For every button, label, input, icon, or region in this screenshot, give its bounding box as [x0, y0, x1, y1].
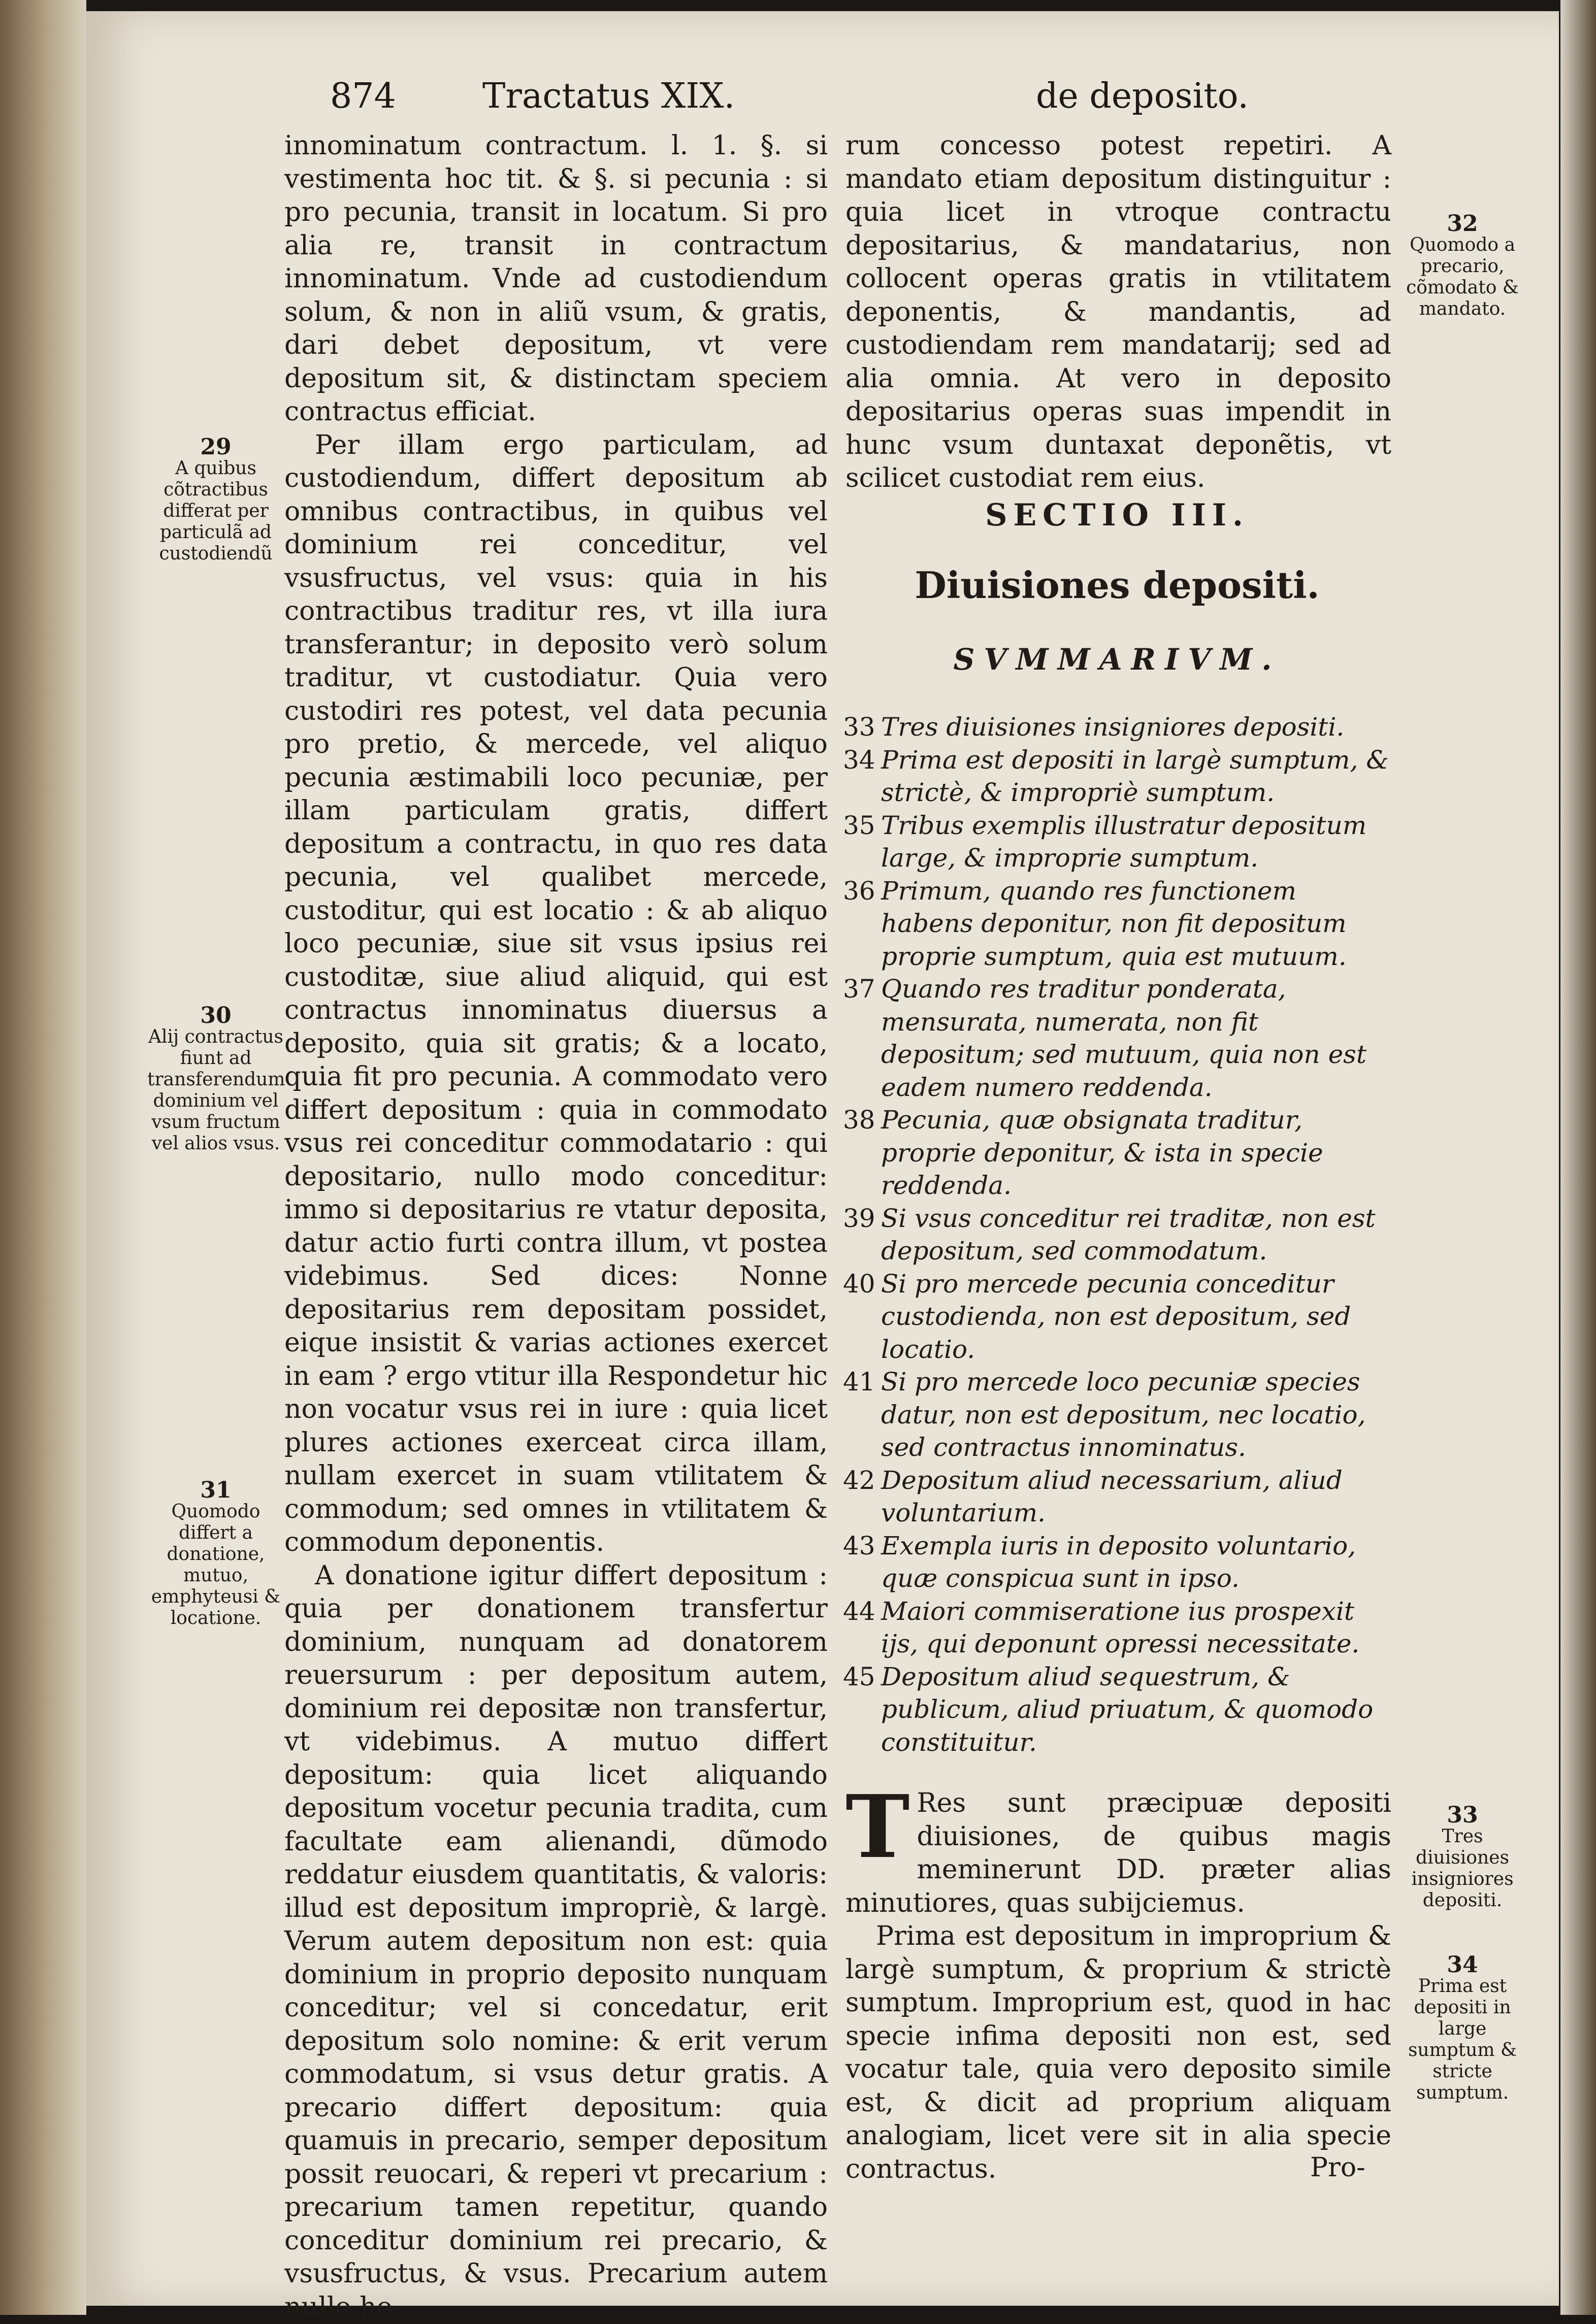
- margin-note: [147, 1480, 284, 1629]
- margin-note-number: 29: [147, 437, 284, 458]
- paragraph: Res sunt præcipuæ depositi diuisiones, de quibus magis meminerunt DD. præter alias minutiores, quas subijciemus.: [845, 1787, 1391, 1920]
- margin-note: [147, 1005, 284, 1154]
- margin-note: [1402, 1805, 1523, 1911]
- summary-item: [843, 711, 1391, 744]
- margin-note-text: Quomodo a precario, cõmodato & mandato.: [1406, 235, 1519, 319]
- body-text: [845, 1787, 1391, 2186]
- summary-number: 34: [843, 744, 881, 809]
- book-gutter: [0, 0, 86, 2315]
- summary-text: Tres diuisiones insigniores depositi.: [881, 711, 1344, 744]
- left-column: [284, 129, 828, 2324]
- margin-note-text: A quibus cõtractibus differat per particulã ad custodiendũ: [159, 458, 272, 564]
- page-edge: [1560, 0, 1596, 2315]
- summary-item: [843, 973, 1391, 1104]
- margin-note-number: 31: [147, 1480, 284, 1501]
- summary-number: 38: [843, 1104, 881, 1202]
- margin-note-number: 33: [1402, 1805, 1523, 1826]
- summary-number: 45: [843, 1661, 881, 1759]
- margin-note-number: 32: [1402, 213, 1523, 235]
- summary-text: Exempla iuris in deposito voluntario, quæ conspicua sunt in ipso.: [881, 1530, 1391, 1595]
- summary-text: Si pro mercede pecunia conceditur custodienda, non est depositum, sed locatio.: [881, 1268, 1391, 1366]
- summary-text: Depositum aliud necessarium, aliud voluntarium.: [881, 1464, 1391, 1530]
- right-column-top: rum concesso potest repetiri. A mandato etiam depositum distinguitur : quia licet in vtroque contractu depositarius, & mandatarius, non collocent operas gratis in vtilitatem deponentis, & mandantis, ad custodiendam rem mandatarij; sed ad alia omnia. At vero in deposito depositarius operas suas impendit in hunc vsum duntaxat deponẽtis, vt scilicet custodiat rem eius.: [845, 129, 1391, 495]
- summary-text: Si vsus conceditur rei traditæ, non est depositum, sed commodatum.: [881, 1202, 1391, 1268]
- summary-number: 37: [843, 973, 881, 1104]
- summary-item: [843, 1464, 1391, 1530]
- section-heading: SECTIO III.: [843, 497, 1391, 533]
- summary-item: [843, 809, 1391, 875]
- summary-number: 35: [843, 809, 881, 875]
- running-head-right: de deposito.: [1036, 76, 1249, 116]
- paragraph: A donatione igitur differt depositum : quia per donationem transfertur dominium, nunquam ad donatorem reuersurum : per depositum autem, dominium rei depositæ non transfertur, vt videbimus. A mutuo differt depositum: quia licet aliquando depositum vocetur pecunia tradita, cum facultate eam alienandi, dũmodo reddatur eiusdem quantitatis, & valoris: illud est depositum impropriè, & largè. Verum autem depositum non est: quia dominium in proprio deposito nunquam conceditur; vel si concedatur, erit depositum solo nomine: & erit verum commodatum, si vsus detur gratis. A precario differt depositum: quia quamuis in precario, semper depositum possit reuocari, & reperi vt precarium : precarium tamen repetitur, quando conceditur dominium rei precario, & vsusfructus, & vsus. Precarium autem nullo ho-: [284, 1559, 828, 2324]
- summary-list: [843, 711, 1391, 1758]
- paragraph: Prima est depositum in improprium & largè sumptum, & proprium & strictè sumptum. Improprium est, quod in hac specie infima depositi non est, sed vocatur tale, quia vero deposito simile est, & dicit ad proprium aliquam analogiam, licet vere sit in alia specie contractus.: [845, 1920, 1391, 2186]
- summary-text: Primum, quando res functionem habens deponitur, non fit depositum proprie sumptum, quia est mutuum.: [881, 875, 1391, 973]
- margin-note: [147, 437, 284, 565]
- summary-text: Maiori commiseratione ius prospexit ijs, qui deponunt opressi necessitate.: [881, 1595, 1391, 1661]
- summary-number: 41: [843, 1366, 881, 1464]
- page-number: 874: [330, 76, 396, 116]
- margin-note-text: Tres diuisiones insigniores depositi.: [1411, 1826, 1513, 1911]
- paragraph: innominatum contractum. l. 1. §. si vestimenta hoc tit. & §. si pecunia : si pro pecunia, transit in locatum. Si pro alia re, transit in contractum innominatum. Vnde ad custodiendum solum, & non in aliũ vsum, & gratis, dari debet depositum, vt vere depositum sit, & distinctam speciem contractus efficiat.: [284, 129, 828, 429]
- margin-note-number: 30: [147, 1005, 284, 1026]
- summary-heading: SVMMARIVM.: [843, 642, 1391, 677]
- paragraph: Per illam ergo particulam, ad custodiendum, differt depositum ab omnibus contractibus, in quibus vel dominium rei conceditur, vel vsusfructus, vel vsus: quia in his contractibus traditur res, vt illa iura transferantur; in deposito verò solum traditur, vt custodiatur. Quia vero custodiri res potest, vel data pecunia pro pretio, & mercede, vel aliquo pecunia æstimabili loco pecuniæ, per illam particulam gratis, differt depositum a contractu, in quo res data pecunia, vel qualibet mercede, custoditur, qui est locatio : & ab aliquo loco pecuniæ, siue sit vsus ipsius rei custoditæ, siue aliud aliquid, qui est contractus innominatus diuersus a deposito, quia sit gratis; & a locato, quia fit pro pecunia. A commodato vero differt depositum : quia in commodato vsus rei conceditur commodatario : qui depositario, nullo modo conceditur: immo si depositarius re vtatur deposita, datur actio furti contra illum, vt postea videbimus. Sed dices: Nonne depositarius rem depositam possidet, eique insistit & varias actiones exercet in eam ? ergo vtitur illa Respondetur hic non vocatur vsus rei in iure : quia licet plures actiones exerceat circa illam, nullam exercet in suam vtilitatem & commodum; sed omnes in vtilitatem & commodum deponentis.: [284, 429, 828, 1559]
- running-head-left: Tractatus XIX.: [482, 76, 735, 116]
- summary-item: [843, 1530, 1391, 1595]
- summary-text: Depositum aliud sequestrum, & publicum, aliud priuatum, & quomodo constituitur.: [881, 1661, 1391, 1759]
- summary-number: 44: [843, 1595, 881, 1661]
- summary-text: Pecunia, quæ obsignata traditur, proprie deponitur, & ista in specie reddenda.: [881, 1104, 1391, 1202]
- summary-item: [843, 1366, 1391, 1464]
- summary-number: 42: [843, 1464, 881, 1530]
- margin-note-text: Prima est depositi in large sumptum & stricte sumptum.: [1408, 1976, 1517, 2103]
- margin-note: [1402, 1954, 1523, 2104]
- summary-text: Quando res traditur ponderata, mensurata, numerata, non fit depositum; sed mutuum, quia non est eadem numero reddenda.: [881, 973, 1391, 1104]
- summary-item: [843, 744, 1391, 809]
- summary-item: [843, 1595, 1391, 1661]
- summary-item: [843, 1104, 1391, 1202]
- summary-item: [843, 875, 1391, 973]
- summary-number: 40: [843, 1268, 881, 1366]
- margin-note: [1402, 213, 1523, 320]
- summary-text: Si pro mercede loco pecuniæ species datur, non est depositum, nec locatio, sed contractus innominatus.: [881, 1366, 1391, 1464]
- summary-number: 39: [843, 1202, 881, 1268]
- summary-item: [843, 1661, 1391, 1759]
- margin-note-text: Alij contractus fiunt ad transferendum dominium vel vsum fructum vel alios vsus.: [147, 1026, 285, 1154]
- summary-number: 43: [843, 1530, 881, 1595]
- drop-cap: T: [845, 1789, 910, 1865]
- summary-number: 33: [843, 711, 881, 744]
- summary-item: [843, 1268, 1391, 1366]
- summary-number: 36: [843, 875, 881, 973]
- margin-note-text: Quomodo differt a donatione, mutuo, emphyteusi & locatione.: [151, 1501, 280, 1629]
- catchword: Pro-: [1310, 2152, 1365, 2183]
- summary-text: Prima est depositi in largè sumptum, & strictè, & impropriè sumptum.: [881, 744, 1391, 809]
- margin-note-number: 34: [1402, 1954, 1523, 1976]
- section-title: Diuisiones depositi.: [843, 563, 1391, 607]
- summary-text: Tribus exemplis illustratur depositum large, & improprie sumptum.: [881, 809, 1391, 875]
- summary-item: [843, 1202, 1391, 1268]
